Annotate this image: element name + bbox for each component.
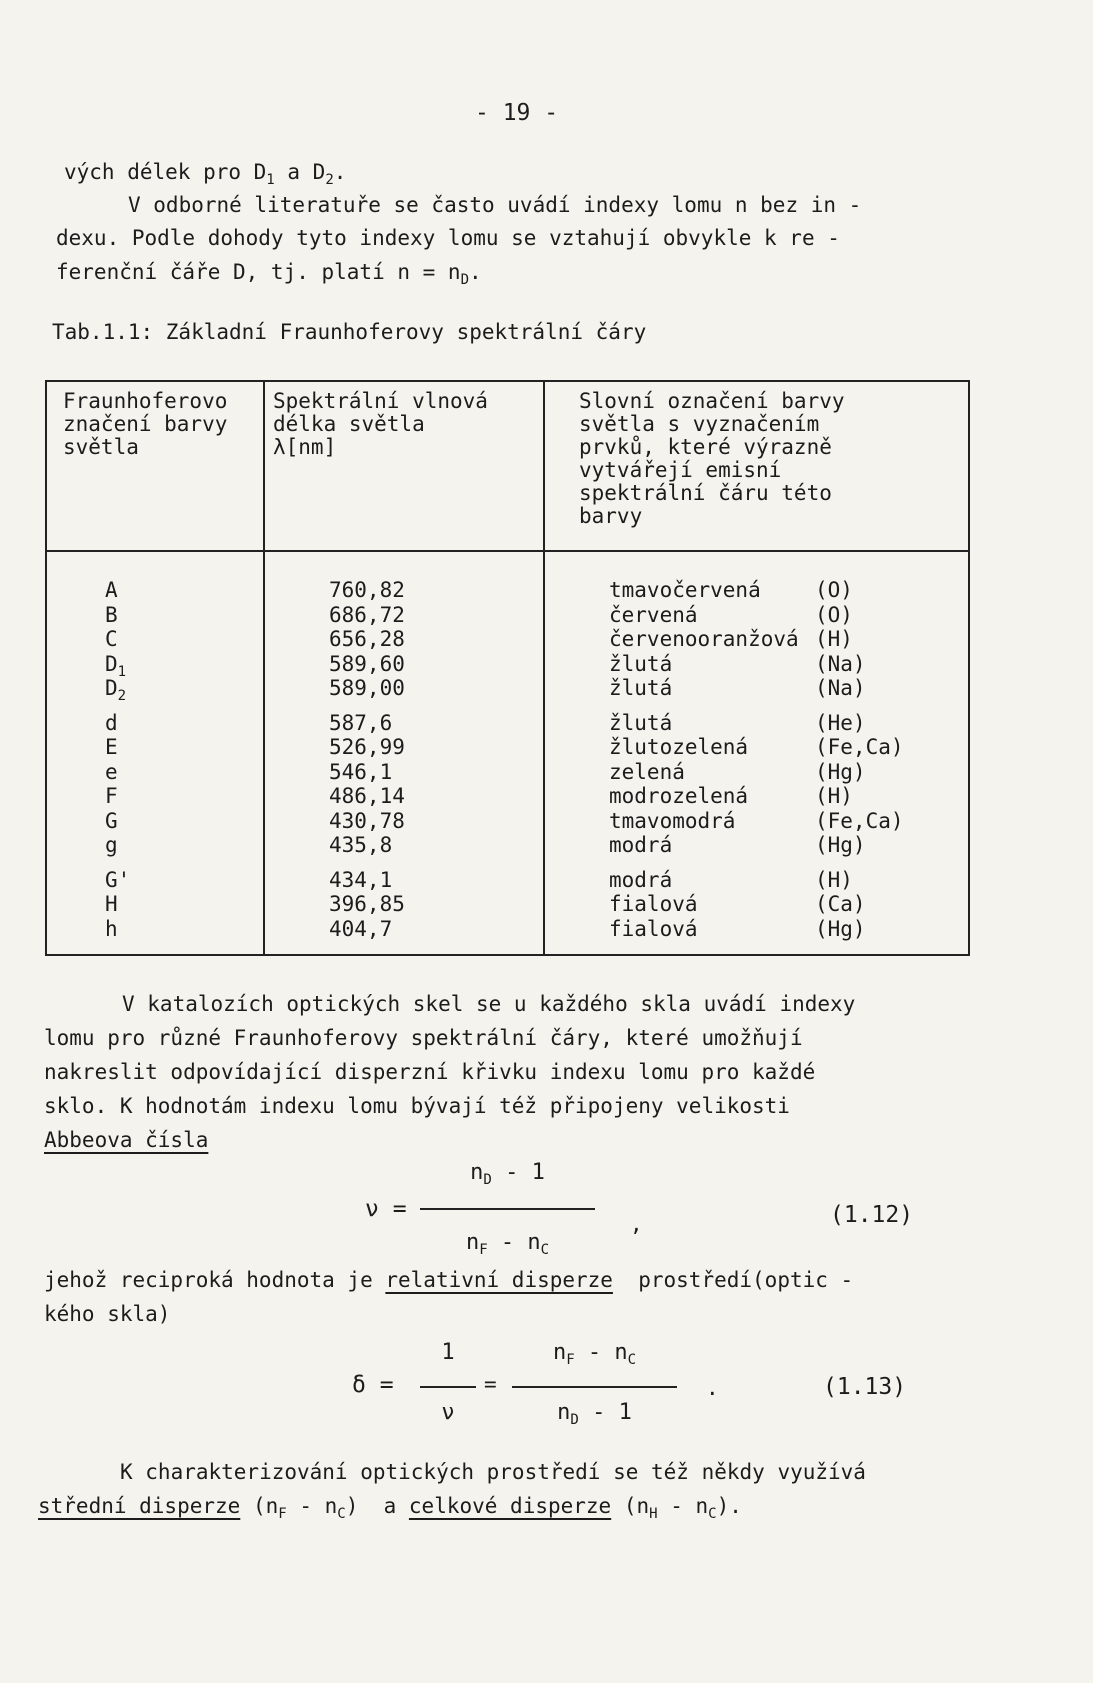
intro-line-1: vých délek pro $D_1$ a $D_2$. — [64, 160, 347, 188]
table-cell-color: červená — [609, 602, 698, 627]
table-cell-element: (H) — [815, 867, 853, 892]
table-cell-symbol: G' — [105, 867, 131, 892]
eq2-symbol: δ = — [352, 1372, 394, 1398]
table-cell-symbol: h — [105, 916, 118, 941]
table-cell-wavelength: 430,78 — [329, 808, 405, 833]
table-cell-color: zelená — [609, 759, 685, 784]
para3-line-2: kého skla) — [44, 1302, 171, 1326]
header-symbol: Fraunhoferovo značení barvy světla — [63, 389, 228, 459]
table-cell-symbol: g — [105, 833, 118, 857]
table-cell-color: modrá — [609, 867, 673, 892]
para3-line-1: jehož reciproká hodnota je relativní disperze prostředí(optic - — [44, 1268, 854, 1292]
eq2-dot: . — [706, 1376, 719, 1400]
table-cell-wavelength: 404,7 — [329, 916, 393, 941]
table-cell-color: fialová — [609, 892, 698, 916]
element-column — [815, 578, 904, 941]
eq2-fraction2-numerator: $n_F - n_C$ — [552, 1340, 637, 1368]
table-cell-element: (Ca) — [815, 892, 866, 916]
eq1-fraction-bar — [420, 1208, 595, 1210]
table-cell-symbol: $D_2$ — [105, 676, 127, 704]
page-number: - 19 - — [475, 100, 559, 126]
table-cell-wavelength: 589,00 — [329, 676, 405, 700]
table-cell-wavelength: 686,72 — [329, 602, 405, 627]
column-divider — [543, 382, 545, 954]
eq1-symbol: ν = — [365, 1196, 407, 1222]
table-cell-symbol: C — [105, 627, 118, 651]
table-cell-color: tmavočervená — [609, 578, 761, 602]
header-color: Slovní označení barvy světla s vyznačením prvků, které výrazně vytvářejí emisní spektrální čáru této barvy — [579, 389, 845, 528]
total-dispersion-term: celkové disperze — [408, 1494, 612, 1518]
table-cell-element: (He) — [815, 710, 866, 735]
abbe-number-term: Abbeova čísla — [44, 1128, 209, 1152]
table-cell-symbol: e — [105, 759, 118, 784]
table-cell-wavelength: 396,85 — [329, 892, 405, 916]
para2-line-3: nakreslit odpovídající disperzní křivku indexu lomu pro každé — [44, 1060, 816, 1084]
fraunhofer-table — [45, 380, 970, 956]
table-caption: Tab.1.1: Základní Fraunhoferovy spektrální čáry — [52, 320, 647, 344]
intro-line-2: V odborné literatuře se často uvádí indexy lomu n bez in - — [128, 193, 862, 217]
table-cell-symbol: B — [105, 602, 118, 627]
color-column — [609, 578, 799, 941]
eq1-numerator: $n_D - 1$ — [470, 1160, 545, 1188]
table-cell-color: modrá — [609, 833, 673, 857]
symbol-column — [105, 578, 130, 941]
table-cell-color: žlutá — [609, 651, 673, 676]
table-cell-symbol: $D_1$ — [105, 651, 127, 680]
eq2-equals: = — [484, 1372, 497, 1396]
table-cell-element: (H) — [815, 784, 853, 808]
para2-line-2: lomu pro různé Fraunhoferovy spektrální čáry, které umožňují — [44, 1026, 803, 1050]
eq2-fraction1-denominator: ν — [441, 1400, 455, 1425]
para4-line-2: střední disperze $(n_F - n_C)$ a celkové disperze $(n_H - n_C)$. — [38, 1494, 742, 1522]
header-divider — [47, 550, 968, 552]
table-cell-element: (Fe,Ca) — [815, 808, 904, 833]
table-cell-element: (Na) — [815, 676, 866, 700]
eq1-number: (1.12) — [830, 1202, 914, 1228]
column-divider — [263, 382, 265, 954]
table-cell-symbol: H — [105, 892, 118, 916]
table-cell-element: (Na) — [815, 651, 866, 676]
table-cell-wavelength: 434,1 — [329, 867, 393, 892]
eq1-comma: , — [630, 1212, 643, 1236]
table-cell-color: modrozelená — [609, 784, 749, 808]
header-wavelength: Spektrální vlnová délka světla λ[nm] — [273, 389, 488, 459]
table-cell-wavelength: 526,99 — [329, 735, 405, 759]
table-cell-wavelength: 486,14 — [329, 784, 405, 808]
table-cell-wavelength: 546,1 — [329, 759, 393, 784]
table-cell-symbol: A — [105, 578, 118, 602]
table-cell-wavelength: 589,60 — [329, 651, 405, 676]
table-cell-element: (Hg) — [815, 833, 866, 857]
eq1-denominator: $n_F - n_C$ — [465, 1230, 550, 1258]
table-cell-wavelength: 587,6 — [329, 710, 393, 735]
wavelength-column — [329, 578, 405, 941]
eq2-fraction1-bar — [420, 1386, 476, 1388]
table-cell-symbol: E — [105, 735, 118, 759]
eq2-fraction2-denominator: $n_D - 1$ — [557, 1400, 632, 1428]
table-cell-element: (O) — [815, 578, 853, 602]
intro-line-3: dexu. Podle dohody tyto indexy lomu se vztahují obvykle k re - — [56, 226, 840, 250]
table-cell-color: červenooranžová — [609, 627, 799, 651]
table-cell-color: žlutá — [609, 710, 673, 735]
table-cell-symbol: F — [105, 784, 118, 808]
table-cell-symbol: G — [105, 808, 118, 833]
para4-line-1: K charakterizování optických prostředí se též někdy využívá — [120, 1460, 866, 1484]
table-cell-element: (Fe,Ca) — [815, 735, 904, 759]
table-cell-wavelength: 760,82 — [329, 578, 405, 602]
mean-dispersion-term: střední disperze — [38, 1494, 241, 1518]
table-cell-wavelength: 435,8 — [329, 833, 393, 857]
table-cell-element: (Hg) — [815, 916, 866, 941]
table-cell-color: fialová — [609, 916, 698, 941]
table-cell-wavelength: 656,28 — [329, 627, 405, 651]
relative-dispersion-term: relativní disperze — [385, 1268, 613, 1292]
eq2-fraction2-bar — [512, 1386, 677, 1388]
para2-line-4: sklo. K hodnotám indexu lomu bývají též připojeny velikosti — [44, 1094, 790, 1118]
table-cell-element: (Hg) — [815, 759, 866, 784]
table-cell-element: (O) — [815, 602, 853, 627]
para2-line-1: V katalozích optických skel se u každého skla uvádí indexy — [122, 992, 856, 1016]
eq2-fraction1-numerator: 1 — [441, 1340, 455, 1365]
table-cell-symbol: d — [105, 710, 118, 735]
table-cell-color: žlutá — [609, 676, 673, 700]
table-cell-color: žlutozelená — [609, 735, 749, 759]
eq2-number: (1.13) — [823, 1374, 907, 1400]
intro-line-4: ferenční čáře D, tj. platí $n = n_D$. — [56, 260, 482, 288]
table-cell-color: tmavomodrá — [609, 808, 736, 833]
table-cell-element: (H) — [815, 627, 853, 651]
